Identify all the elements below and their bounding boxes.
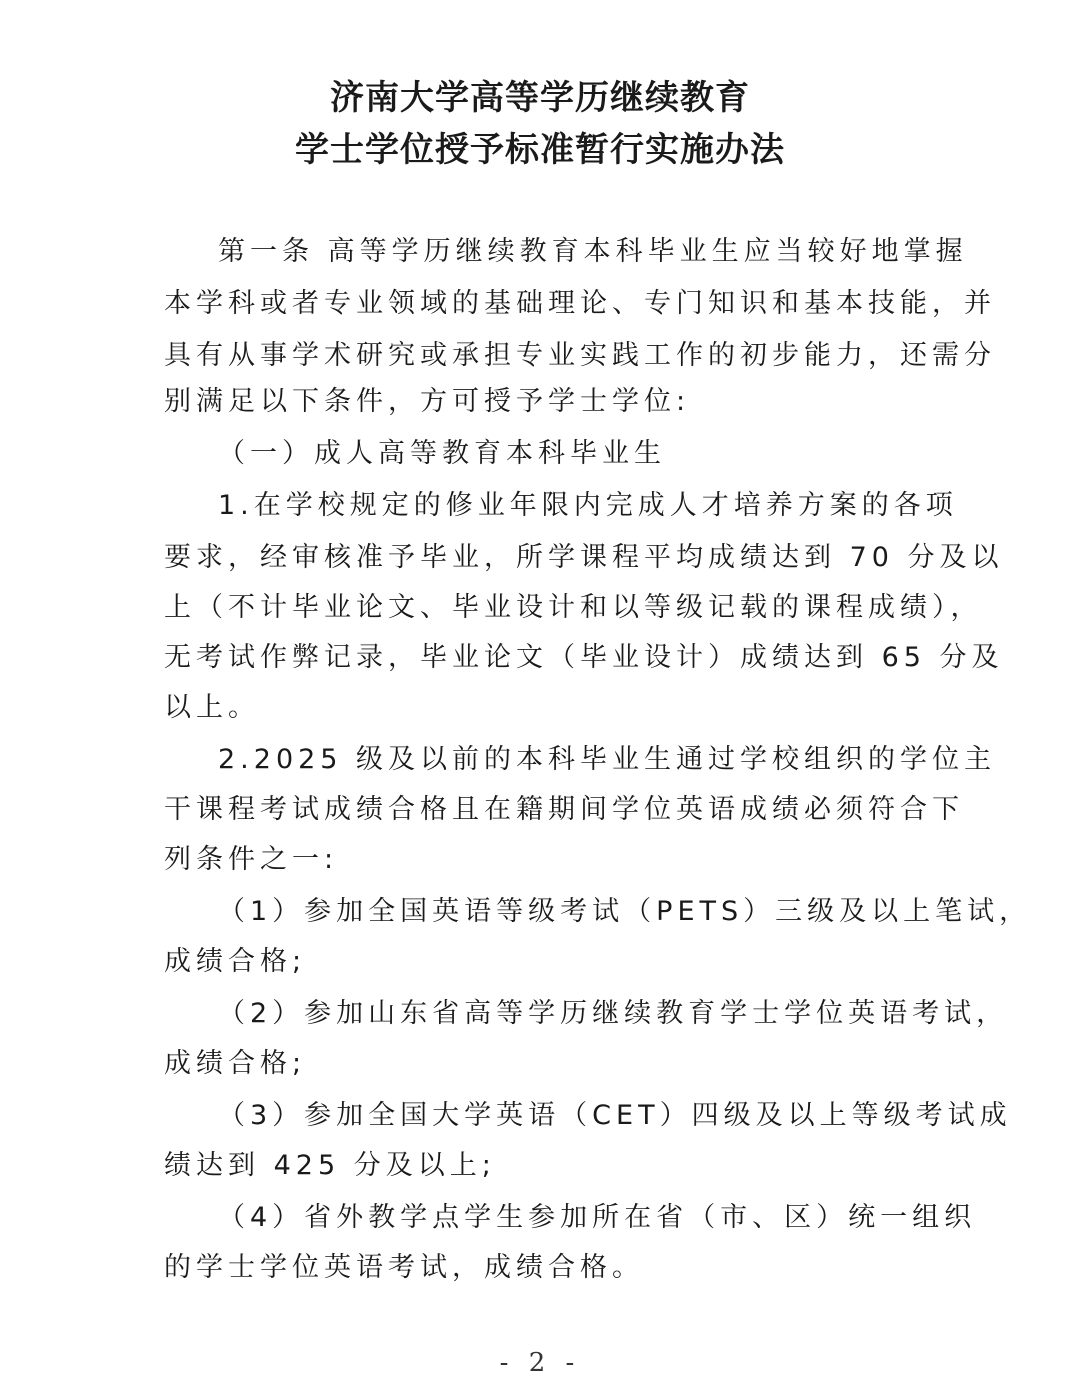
paragraph-line: 要求，经审核准予毕业，所学课程平均成绩达到 70 分及以 <box>164 542 1004 573</box>
section-heading: （一）成人高等教育本科毕业生 <box>218 438 666 469</box>
paragraph-line: 别满足以下条件，方可授予学士学位: <box>164 386 691 417</box>
list-item-line: 的学士学位英语考试，成绩合格。 <box>164 1252 644 1283</box>
paragraph-line: 第一条 高等学历继续教育本科毕业生应当较好地掌握 <box>218 236 968 267</box>
paragraph-line: 本学科或者专业领域的基础理论、专门知识和基本技能，并 <box>164 288 996 319</box>
list-item-line: （2）参加山东省高等学历继续教育学士学位英语考试， <box>218 998 1009 1029</box>
page-number: - 2 - <box>499 1348 581 1378</box>
list-item-line: （4）省外教学点学生参加所在省（市、区）统一组织 <box>218 1202 977 1233</box>
paragraph-line: 2.2025 级及以前的本科毕业生通过学校组织的学位主 <box>218 744 997 775</box>
paragraph-line: 无考试作弊记录，毕业论文（毕业设计）成绩达到 65 分及 <box>164 642 1004 673</box>
paragraph-line: 干课程考试成绩合格且在籍期间学位英语成绩必须符合下 <box>164 794 964 825</box>
paragraph-line: 列条件之一: <box>164 844 339 875</box>
list-item-line: （1）参加全国英语等级考试（PETS）三级及以上笔试， <box>218 896 1032 927</box>
paragraph-line: 具有从事学术研究或承担专业实践工作的初步能力，还需分 <box>164 340 996 371</box>
paragraph-line: 1.在学校规定的修业年限内完成人才培养方案的各项 <box>218 490 958 521</box>
document-title-line-2: 学士学位授予标准暂行实施办法 <box>295 130 785 170</box>
list-item-line: 成绩合格; <box>164 946 307 977</box>
document-title-line-1: 济南大学高等学历继续教育 <box>330 78 750 118</box>
paragraph-line: 以上。 <box>164 692 260 723</box>
paragraph-line: 上（不计毕业论文、毕业设计和以等级记载的课程成绩）， <box>164 592 983 623</box>
list-item-line: （3）参加全国大学英语（CET）四级及以上等级考试成 <box>218 1100 1012 1131</box>
list-item-line: 绩达到 425 分及以上; <box>164 1150 496 1181</box>
list-item-line: 成绩合格; <box>164 1048 307 1079</box>
